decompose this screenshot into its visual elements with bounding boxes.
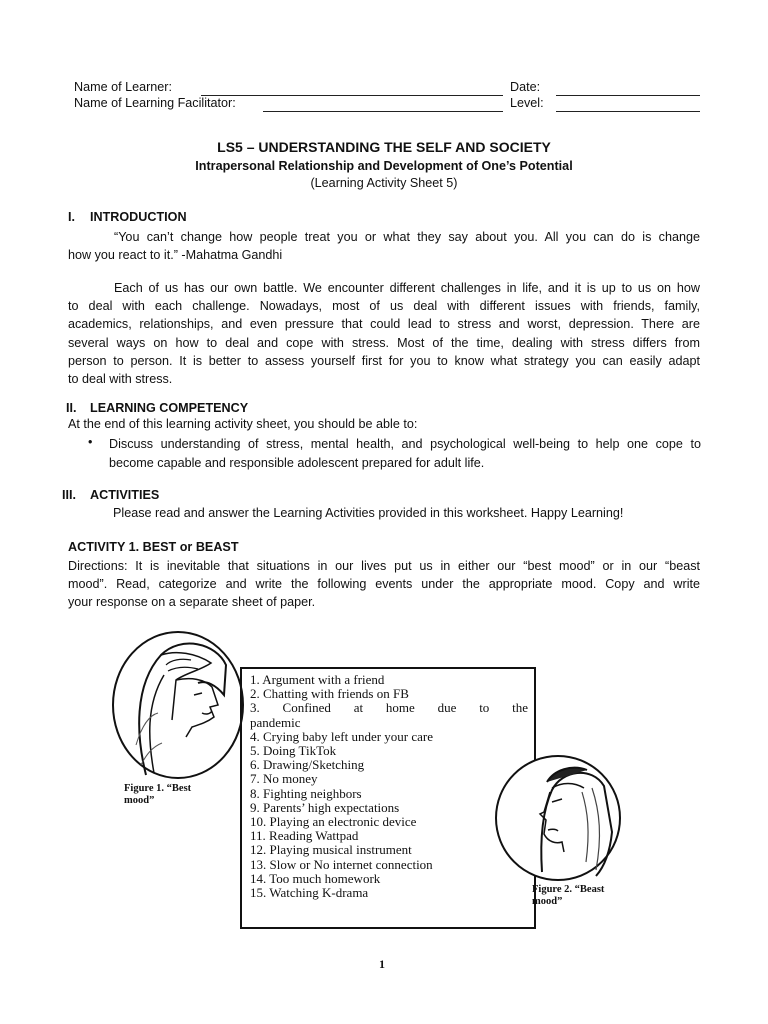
list-item: 10. Playing an electronic device [250,814,417,830]
intro-heading-num: I. [68,210,75,224]
beast-mood-illustration [492,752,626,884]
figure1-caption [124,783,191,807]
date-line[interactable] [556,95,700,96]
list-item: 3. Confined at home due to the [250,700,528,716]
level-line[interactable] [556,111,700,112]
facilitator-label: Name of Learning Facilitator: [74,96,236,110]
list-item: 15. Watching K-drama [250,885,369,901]
figure1-caption-line-2: mood” [124,795,155,806]
competency-bullet-line-1: Discuss understanding of stress, mental health, and psychological well-being to help one cope to [109,437,701,451]
directions-line-2: mood”. Read, categorize and write the following events under the appropriate mood. Copy and write [68,577,700,592]
activities-text: Please read and answer the Learning Activities provided in this worksheet. Happy Learning! [113,506,624,520]
activity1-title: ACTIVITY 1. BEST or BEAST [68,540,239,554]
subtitle: Intrapersonal Relationship and Development of One’s Potential [195,159,573,173]
figure2-caption-line-1: Figure 2. “Beast [532,884,605,895]
list-item: pandemic [250,714,301,730]
list-item: 13. Slow or No internet connection [250,856,433,872]
page-number: 1 [379,957,385,971]
learner-label: Name of Learner: [74,80,173,94]
competency-heading: LEARNING COMPETENCY [90,401,249,415]
competency-bullet-line-2: become capable and responsible adolescent prepared for adult life. [109,455,485,470]
list-item: 4. Crying baby left under your care [250,728,434,744]
figure2-caption-line-2: mood” [532,896,563,907]
main-title: LS5 – UNDERSTANDING THE SELF AND SOCIETY [217,139,551,155]
list-item: 1. Argument with a friend [250,672,385,687]
date-label: Date: [510,80,541,94]
facilitator-name-line[interactable] [263,111,503,112]
list-item: 5. Doing TikTok [250,743,337,759]
level-label: Level: [510,96,544,110]
learner-name-line[interactable] [201,95,503,96]
intro-para-line-3: academics, relationships, and even pressure that could lead to stress and worst, depression. There are [68,317,700,332]
figure2-caption [532,884,604,908]
competency-heading-num: II. [66,401,77,415]
list-item: 7. No money [250,771,318,787]
list-item: 14. Too much homework [250,870,381,886]
activities-heading-num: III. [62,488,76,502]
quote-line-2: how you react to it.” -Mahatma Gandhi [68,248,283,263]
intro-heading: INTRODUCTION [90,210,187,224]
events-list [250,673,528,900]
activities-heading: ACTIVITIES [90,488,160,502]
list-item: 8. Fighting neighbors [250,785,362,801]
quote-line-1: “You can’t change how people treat you or what they say about you. All you can do is change [114,230,700,244]
figure1-caption-line-1: Figure 1. “Best [124,783,192,794]
intro-para-line-4: several ways on how to deal and cope with stress. Most of the time, dealing with stress differs from [68,335,700,350]
intro-para-line-2: to deal with each challenge. Nowadays, most of us deal with different issues with friends, family, [68,299,700,314]
list-item: 12. Playing musical instrument [250,842,412,858]
list-item: 6. Drawing/Sketching [250,757,365,773]
intro-para-line-1: Each of us has our own battle. We encounter different challenges in life, and it is up to us on how [114,281,700,295]
directions-line-3: your response on a separate sheet of paper. [68,595,316,610]
intro-para-line-6: to deal with stress. [68,372,173,387]
best-mood-illustration [106,625,256,785]
list-item: 2. Chatting with friends on FB [250,686,409,702]
list-item: 9. Parents’ high expectations [250,799,400,815]
list-item: 11. Reading Wattpad [250,828,359,844]
bullet-icon: • [88,435,93,449]
competency-lead: At the end of this learning activity sheet, you should be able to: [68,417,418,431]
sheet-label: (Learning Activity Sheet 5) [310,176,458,190]
directions-line-1: Directions: It is inevitable that situations in our lives put us in either our “best mood” or in our “beast [68,559,700,573]
intro-para-line-5: person to person. It is better to assess yourself first for you to know what strategy you can easily adapt [68,353,700,368]
